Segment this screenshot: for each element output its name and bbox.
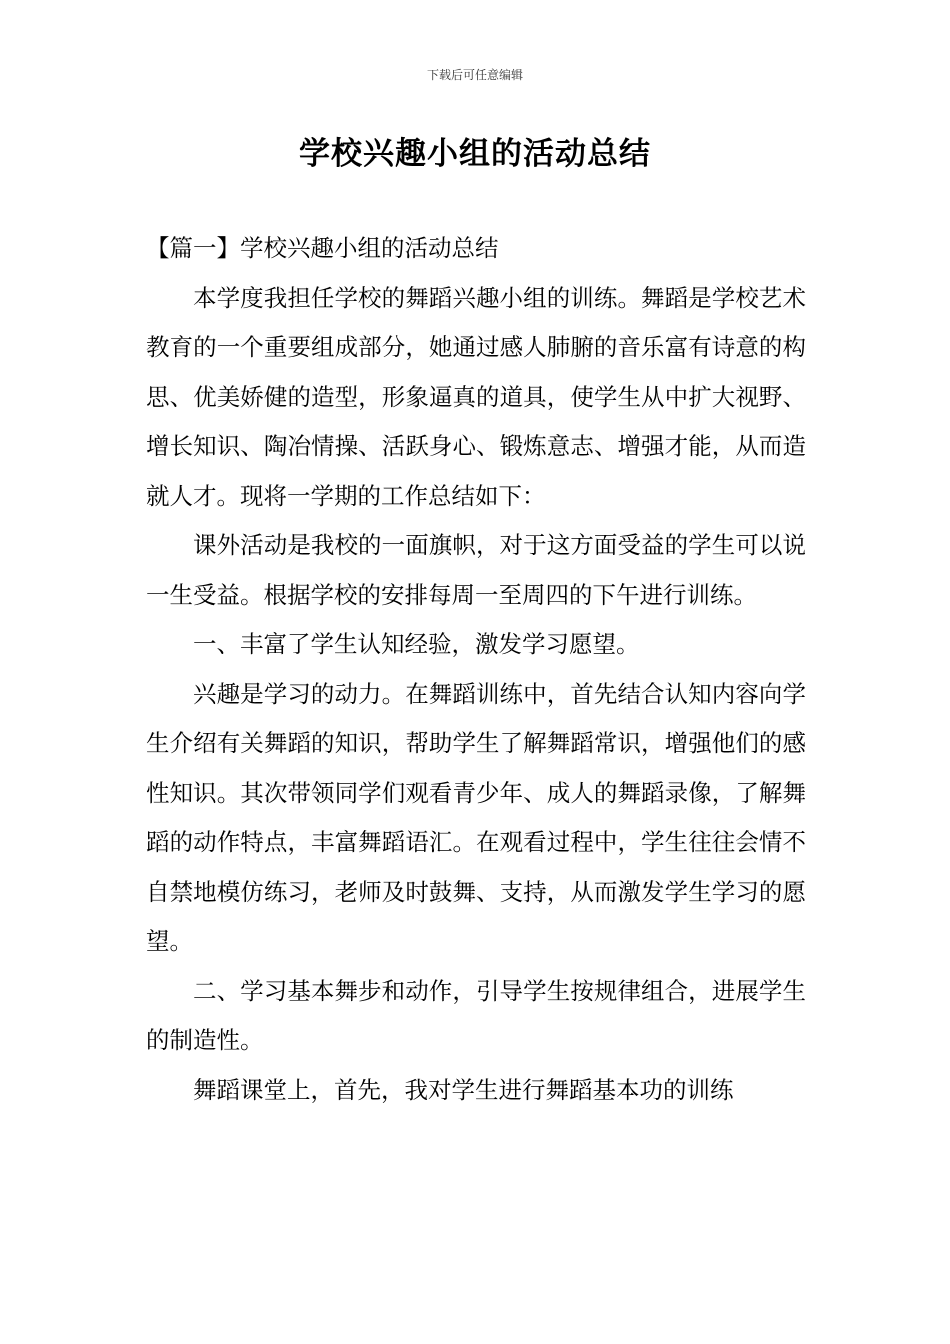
subheading-one: 一、丰富了学生认知经验，激发学习愿望。 (193, 630, 640, 658)
paragraph-interest: 兴趣是学习的动力。在舞蹈训练中，首先结合认知内容向学生介绍有关舞蹈的知识，帮助学生了解舞蹈常识，增强他们的感性知识。其次带领同学们观看青少年、成人的舞蹈录像，了解舞蹈的动作特点，丰富舞蹈语汇。在观看过程中，学生往往会情不自禁地模仿练习，老师及时鼓舞、支持，从而激发学生学习的愿望。 (146, 679, 806, 955)
header-note: 下载后可任意编辑 (426, 68, 523, 82)
paragraph-activities: 课外活动是我校的一面旗帜，对于这方面受益的学生可以说一生受益。根据学校的安排每周一至周四的下午进行训练。 (146, 531, 806, 609)
document-body (146, 224, 806, 1115)
paragraph-classroom: 舞蹈课堂上，首先，我对学生进行舞蹈基本功的训练 (193, 1075, 734, 1104)
subheading-two: 二、学习基本舞步和动作，引导学生按规律组合，进展学生的制造性。 (146, 976, 806, 1054)
section-heading: 【篇一】学校兴趣小组的活动总结 (146, 234, 499, 262)
document-title: 学校兴趣小组的活动总结 (299, 136, 651, 172)
paragraph-intro: 本学度我担任学校的舞蹈兴趣小组的训练。舞蹈是学校艺术教育的一个重要组成部分，她通过感人肺腑的音乐富有诗意的构思、优美娇健的造型，形象逼真的道具，使学生从中扩大视野、增长知识、陶冶情操、活跃身心、锻炼意志、增强才能，从而造就人才。现将一学期的工作总结如下： (146, 283, 806, 510)
